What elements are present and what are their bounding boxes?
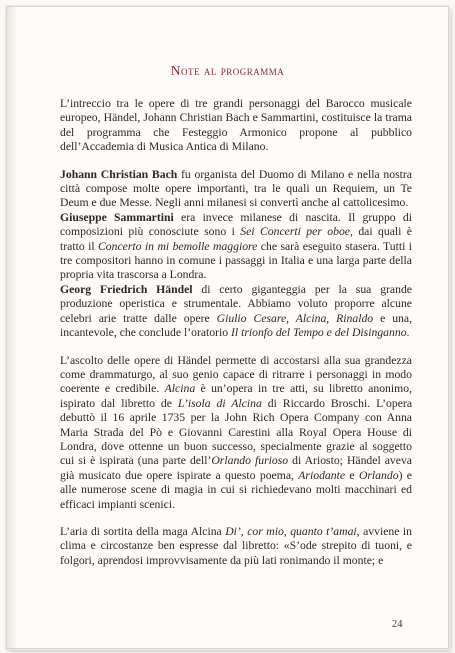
text-run: . — [406, 326, 410, 340]
text-body — [60, 97, 412, 568]
handel-name: Georg Friedrich Händel — [60, 282, 193, 296]
aria-paragraph — [60, 525, 412, 568]
handel-paragraph — [60, 283, 412, 341]
aria-title: Di’, cor mio, quanto t’amai — [225, 524, 357, 538]
work-title: L’isola di Alcina — [177, 396, 262, 410]
work-title: Alcina — [164, 382, 196, 396]
text-run: ) e alle numerose scene di magia in cui si richiedevano molti macchinari ed efficaci impianti scenici. — [60, 468, 412, 511]
work-title: Giulio Cesare, Alcina, Rinaldo — [216, 311, 374, 325]
alcina-paragraph — [60, 354, 412, 512]
text-run: che sarà eseguito stasera. Tutti i tre compositori hanno in comune i passaggi in Italia e una larga parte della propria vita trascorsa a Londra. — [60, 239, 412, 282]
bach-name: Johann Christian Bach — [60, 167, 178, 181]
sammartini-paragraph — [60, 211, 412, 283]
text-run: di Riccardo Broschi. L’opera debuttò il 16 aprile 1735 per la John Rich Opera Company con Anna Maria Strada del Pò e Giovanni Carestini alla Royal Opera House di Londra, dove ottenne un buon successo, specialmente grazie al soggetto cui si è ispirata (una parte dell’ — [60, 396, 413, 468]
work-title: Ariodante — [298, 468, 346, 482]
text-run: e una, incantevole, che conclude l’oratorio — [60, 311, 413, 340]
work-title: Sei Concerti per oboe — [240, 225, 350, 239]
book-page — [6, 6, 449, 649]
text-run: e — [345, 468, 359, 482]
text-run: era invece milanese di nascita. Il gruppo di composizioni più conosciute sono i — [60, 210, 412, 239]
text-run: L’aria di sortita della maga Alcina — [60, 524, 226, 538]
page-fold-shadow — [7, 7, 17, 648]
work-title: Il trionfo del Tempo e del Disinganno — [231, 326, 407, 340]
work-title: Concerto in mi bemolle maggiore — [98, 239, 258, 253]
text-run: di certo giganteggia per la sua grande produzione operistica e strumentale. Abbiamo voluto proporre alcune celebri arie tratte dalle opere — [60, 282, 412, 325]
text-run: è un’opera in tre atti, su libretto anonimo, ispirato dal libretto de — [60, 382, 412, 410]
page-title: Note al programma — [170, 63, 285, 78]
intro-paragraph: L’intreccio tra le opere di tre grandi personaggi del Barocco musicale europeo, Händel, Johann Christian Bach e Sammartini, costituisce la trama del programma che Festeggio Armonico propone al pubblico dell’Accademia di Musica Antica di Milano. — [60, 97, 412, 154]
page-number: 24 — [392, 619, 403, 630]
text-run: di Ariosto; Händel aveva già musicato due opere ispirate a questo poema, — [60, 454, 412, 482]
bach-paragraph — [60, 168, 412, 211]
work-title: Orlando furioso — [211, 454, 289, 468]
bach-text: fu organista del Duomo di Milano e nella nostra città compose molte opere importanti, tra le quali un Requiem, un Te Deum e due Messe. Negli anni milanesi si convertì anche al cattolicesimo. — [60, 167, 412, 210]
text-run: , avviene in clima e circostanze ben espresse dal libretto: «S’ode strepito di tuoni, e folgori, aprendosi improvvisamente da più lati ronimando il monte; e — [60, 524, 412, 567]
text-run: , dai quali è tratto il — [60, 225, 412, 253]
work-title: Orlando — [358, 468, 399, 482]
sammartini-name: Giuseppe Sammartini — [60, 210, 174, 224]
text-run: L’ascolto delle opere di Händel permette di accostarsi alla sua grandezza come drammaturgo, al suo genio capace di ritrarre i personaggi in modo coerente e credibile. — [60, 353, 412, 396]
